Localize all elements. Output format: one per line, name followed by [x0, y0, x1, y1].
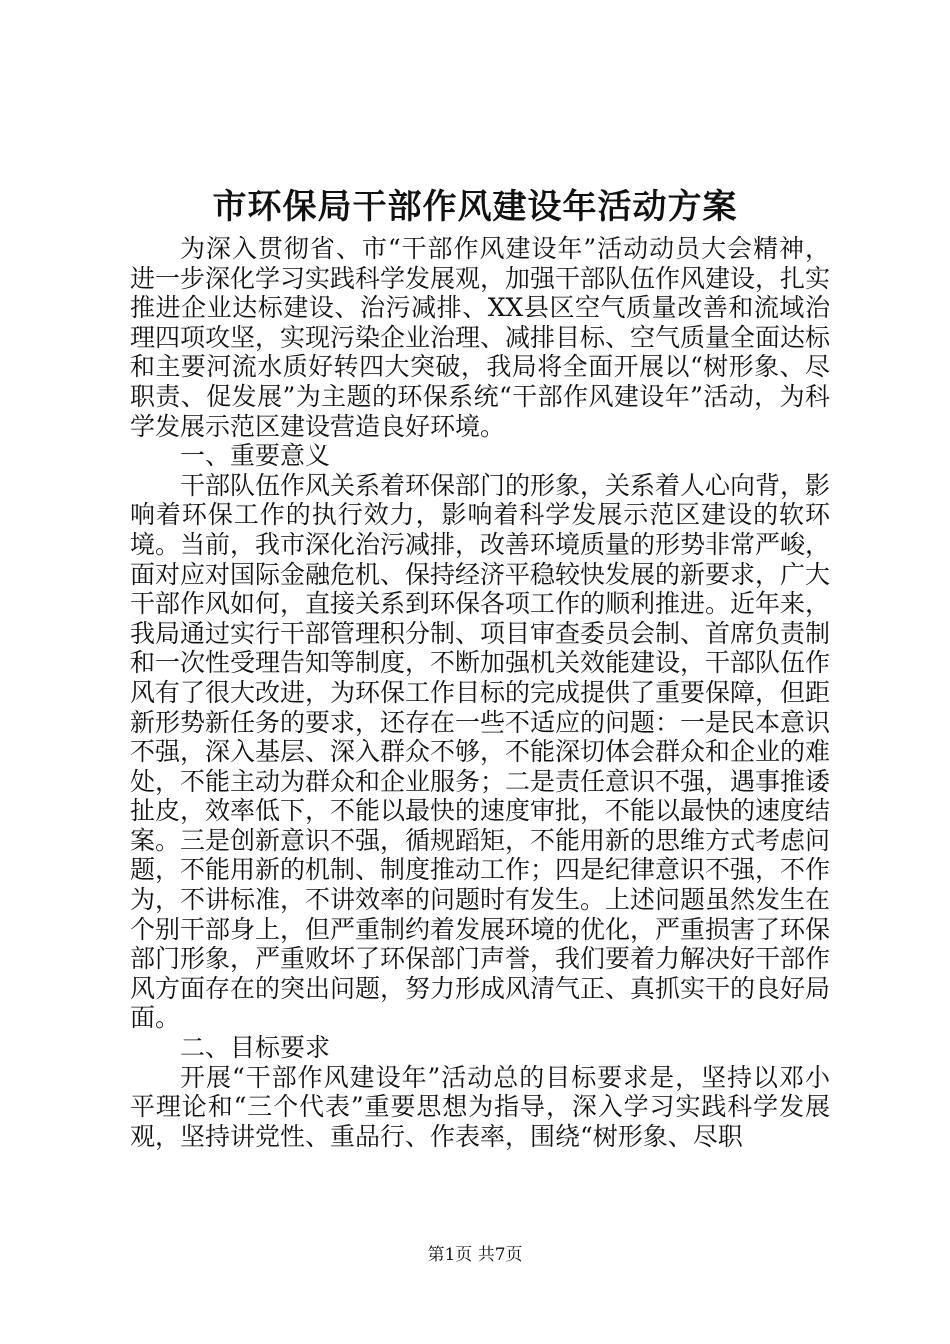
goals-paragraph: 开展“干部作风建设年”活动总的目标要求是，坚持以邓小平理论和“三个代表”重要思想为指导，深入学习实践科学发展观，坚持讲党性、重品行、作表率，围绕“树形象、尽职: [130, 1062, 830, 1151]
significance-paragraph: 干部队伍作风关系着环保部门的形象，关系着人心向背，影响着环保工作的执行效力，影响着科学发展示范区建设的软环境。当前，我市深化治污减排，改善环境质量的形势非常严峻，面对应对国际金融危机、保持经济平稳较快发展的新要求，广大干部作风如何，直接关系到环保各项工作的顺利推进。近年来，我局通过实行干部管理积分制、项目审查委员会制、首席负责制和一次性受理告知等制度，不断加强机关效能建设，干部队伍作风有了很大改进，为环保工作目标的完成提供了重要保障，但距新形势新任务的要求，还存在一些不适应的问题：一是民本意识不强，深入基层、深入群众不够，不能深切体会群众和企业的难处，不能主动为群众和企业服务；二是责任意识不强，遇事推诿扯皮，效率低下，不能以最快的速度审批，不能以最快的速度结案。三是创新意识不强，循规蹈矩，不能用新的思维方式考虑问题，不能用新的机制、制度推动工作；四是纪律意识不强，不作为，不讲标准，不讲效率的问题时有发生。上述问题虽然发生在个别干部身上，但严重制约着发展环境的优化，严重损害了环保部门形象，严重败坏了环保部门声誉，我们要着力解决好干部作风方面存在的突出问题，努力形成风清气正、真抓实干的良好局面。: [130, 470, 831, 1033]
page-footer: 第1页 共7页: [427, 1245, 523, 1265]
document-title: 市环保局干部作风建设年活动方案: [212, 187, 738, 227]
section-heading-significance: 一、重要意义: [180, 441, 331, 471]
section-heading-goals: 二、目标要求: [180, 1033, 331, 1063]
document-body: [130, 234, 830, 1151]
intro-paragraph: 为深入贯彻省、市“干部作风建设年”活动动员大会精神，进一步深化学习实践科学发展观，加强干部队伍作风建设，扎实推进企业达标建设、治污减排、XX县区空气质量改善和流域治理四项攻坚，实现污染企业治理、减排目标、空气质量全面达标和主要河流水质好转四大突破，我局将全面开展以“树形象、尽职责、促发展”为主题的环保系统“干部作风建设年”活动，为科学发展示范区建设营造良好环境。: [130, 234, 831, 441]
